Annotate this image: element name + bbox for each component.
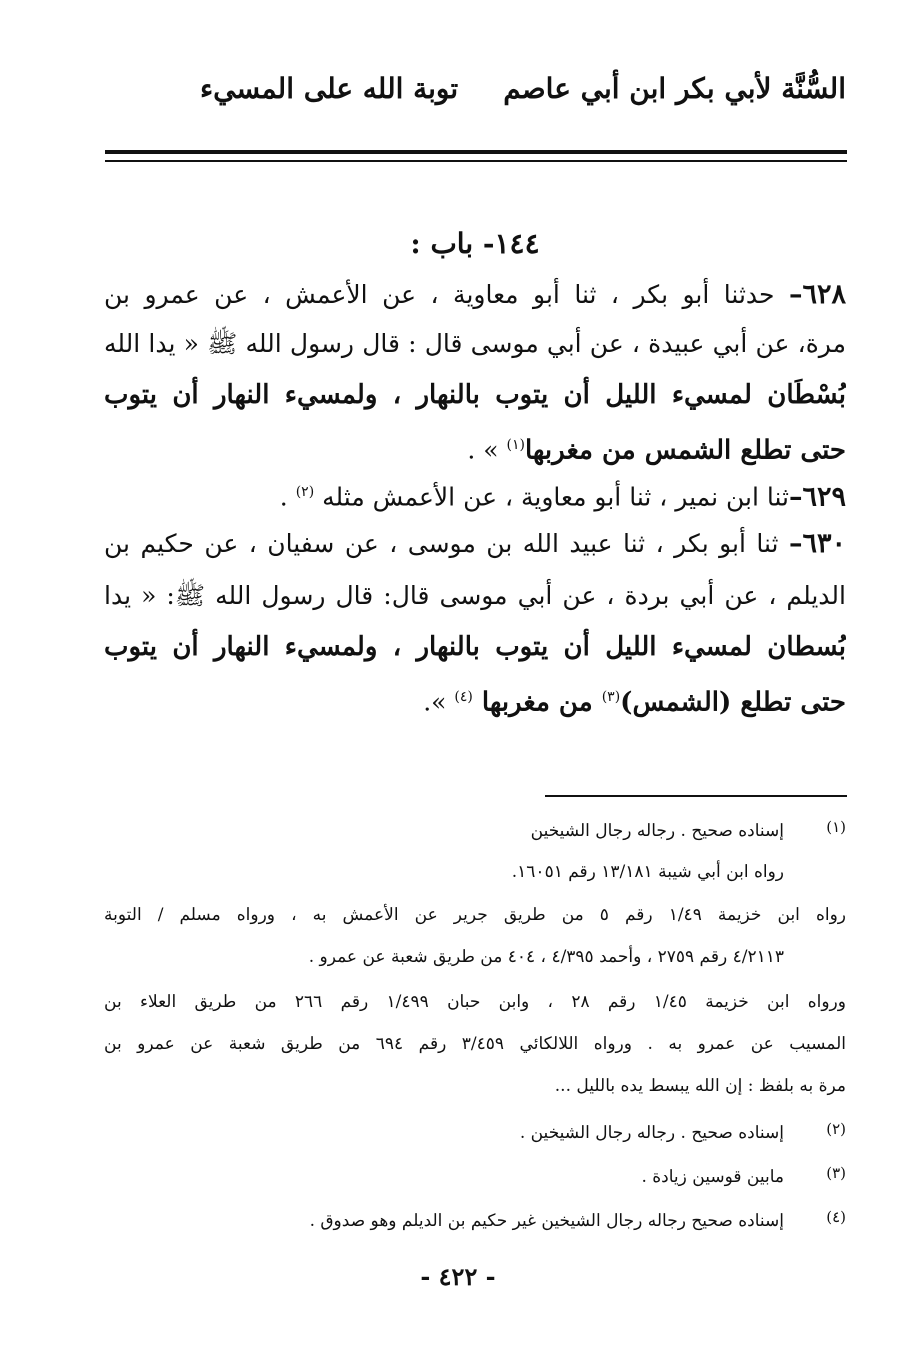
footnote-3-text: مابين قوسين زيادة . <box>641 1167 784 1187</box>
hadith-628-line-4 <box>104 423 846 472</box>
hadith-630-line-3: بُسطان لمسيء الليل أن يتوب بالنهار ، ولمسيء النهار أن يتوب <box>104 632 846 662</box>
header-rule-thin <box>105 160 847 162</box>
hadith-text-end: ». <box>423 687 455 717</box>
footnote-1-line-1: إسناده صحيح . رجاله رجال الشيخين <box>530 821 784 841</box>
hadith-630-line-1 <box>104 522 846 566</box>
hadith-text: حدثنا أبو بكر ، ثنا أبو معاوية ، عن الأعمش ، عن عمرو بن <box>104 280 789 309</box>
footnote-1-line-7: مرة به بلفظ : إن الله يبسط يده بالليل ... <box>554 1076 846 1096</box>
hadith-text-end: » . <box>467 435 507 465</box>
footnote-separator <box>545 795 847 797</box>
hadith-text-bold: حتى تطلع (الشمس) <box>620 687 846 718</box>
footnote-mark-2: (٢) <box>826 1120 846 1138</box>
footnote-mark-4: (٤) <box>826 1208 846 1226</box>
footnote-ref-1: (١) <box>506 437 525 453</box>
hadith-number: ٦٢٨– <box>788 279 846 310</box>
footnote-1-line-6: المسيب عن عمرو به . ورواه اللالكائي ٣/٤٥٩ رقم ٦٩٤ من طريق شعبة عن عمرو بن <box>104 1034 846 1054</box>
footnote-ref-2: (٢) <box>295 484 315 500</box>
hadith-text-bold: من مغربها <box>472 687 602 718</box>
hadith-text: ثنا ابن نمير ، ثنا أبو معاوية ، عن الأعمش مثله <box>314 482 789 512</box>
hadith-number: ٦٣٠– <box>788 528 846 559</box>
hadith-text-bold: حتى تطلع الشمس من مغربها <box>524 435 846 466</box>
footnote-ref-3: (٣) <box>601 689 621 705</box>
footnote-ref-4: (٤) <box>454 689 473 705</box>
hadith-628-line-2: مرة، عن أبي عبيدة ، عن أبي موسى قال : قال رسول الله ﷺ « يدا الله <box>104 329 846 358</box>
running-header-book-title: السُّنَّة لأبي بكر ابن أبي عاصم <box>503 72 846 105</box>
footnote-mark-1: (١) <box>826 818 846 836</box>
page-number: - ٤٢٢ - <box>420 1262 496 1291</box>
running-header-chapter-title: توبة الله على المسيء <box>200 72 459 105</box>
hadith-628-line-1 <box>104 273 846 317</box>
hadith-630-line-2: الديلم ، عن أبي بردة ، عن أبي موسى قال: قال رسول الله ﷺ: « يدا <box>104 581 846 610</box>
footnote-1-line-3: رواه ابن خزيمة ١/٤٩ رقم ٥ من طريق جرير عن الأعمش به ، ورواه مسلم / التوبة <box>104 905 846 925</box>
header-rule-thick <box>105 150 847 154</box>
footnote-mark-3: (٣) <box>826 1164 846 1182</box>
footnote-1-line-4: ٤/٢١١٣ رقم ٢٧٥٩ ، وأحمد ٤/٣٩٥ ، ٤٠٤ من طريق شعبة عن عمرو . <box>308 947 784 967</box>
hadith-text: ثنا أبو بكر ، ثنا عبيد الله بن موسى ، عن سفيان ، عن حكيم بن <box>104 529 789 558</box>
hadith-630-line-4 <box>104 675 846 724</box>
hadith-number: ٦٢٩– <box>788 481 846 513</box>
hadith-629-line-1 <box>104 470 846 519</box>
chapter-heading: ١٤٤- باب : <box>410 227 540 260</box>
footnote-2-text: إسناده صحيح . رجاله رجال الشيخين . <box>519 1123 784 1143</box>
footnote-1-line-2: رواه ابن أبي شيبة ١٣/١٨١ رقم ١٦٠٥١. <box>511 862 784 882</box>
footnote-4-text: إسناده صحيح رجاله رجال الشيخين غير حكيم بن الديلم وهو صدوق . <box>309 1211 784 1231</box>
hadith-628-line-3: بُسْطَان لمسيء الليل أن يتوب بالنهار ، ولمسيء النهار أن يتوب <box>104 380 846 410</box>
footnote-1-line-5: ورواه ابن خزيمة ١/٤٥ رقم ٢٨ ، وابن حبان ١/٤٩٩ رقم ٢٦٦ من طريق العلاء بن <box>104 992 846 1012</box>
hadith-text-end: . <box>279 482 296 512</box>
